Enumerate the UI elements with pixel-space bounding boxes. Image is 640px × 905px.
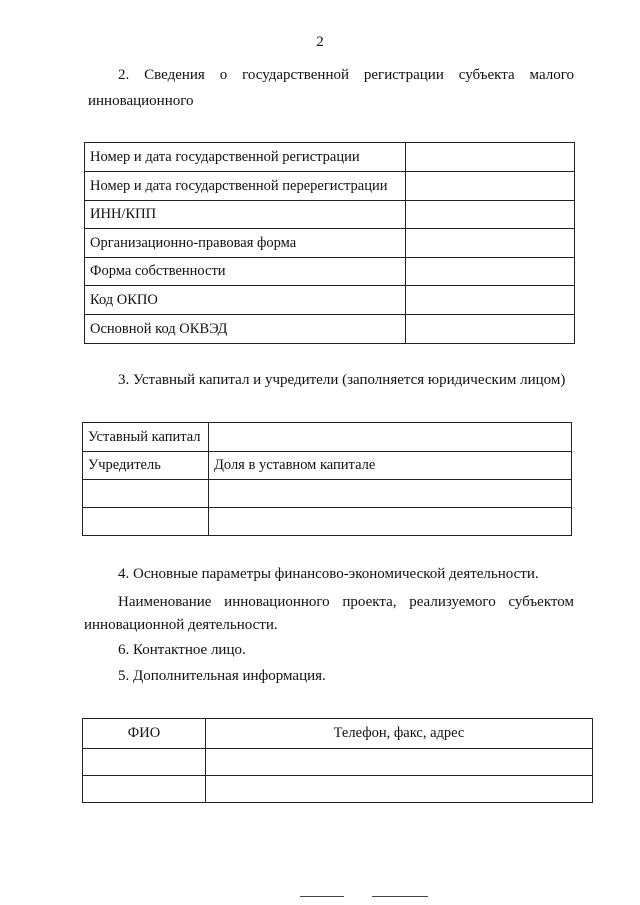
table-row: [85, 172, 575, 201]
contact-details-header: Телефон, факс, адрес: [206, 719, 593, 749]
project-name-line1: Наименование инновационного проекта, реализуемого субъектом: [118, 594, 574, 610]
table-row: [83, 452, 572, 480]
table-row: [83, 508, 572, 536]
item5-text: 5. Дополнительная информация.: [118, 668, 326, 684]
authorized-capital-label: Уставный капитал: [83, 423, 209, 452]
item4-text: 4. Основные параметры финансово-экономической деятельности.: [118, 566, 539, 582]
capital-founders-table: [82, 422, 572, 536]
registration-table: [84, 142, 575, 344]
table-row: [83, 749, 593, 776]
authorized-capital-value-field[interactable]: [209, 423, 572, 452]
table-row: [83, 719, 593, 749]
contact-details-field[interactable]: [206, 776, 593, 803]
share-field[interactable]: [209, 508, 572, 536]
table-row: [85, 143, 575, 172]
okved-code-label: Основной код ОКВЭД: [85, 315, 406, 344]
okpo-code-value-field[interactable]: [406, 286, 575, 315]
scan-mark-left: [300, 896, 344, 897]
full-name-field[interactable]: [83, 749, 206, 776]
founder-field[interactable]: [83, 508, 209, 536]
re-registration-value-field[interactable]: [406, 172, 575, 201]
legal-form-value-field[interactable]: [406, 229, 575, 258]
table-row: [85, 201, 575, 229]
re-registration-label: Номер и дата государственной перерегистрации: [85, 172, 406, 201]
table-row: [83, 423, 572, 452]
ownership-form-value-field[interactable]: [406, 258, 575, 286]
share-field[interactable]: [209, 480, 572, 508]
okpo-code-label: Код ОКПО: [85, 286, 406, 315]
inn-kpp-label: ИНН/КПП: [85, 201, 406, 229]
table-row: [83, 480, 572, 508]
page-number: 2: [316, 34, 324, 50]
table-row: [85, 258, 575, 286]
founder-field[interactable]: [83, 480, 209, 508]
full-name-field[interactable]: [83, 776, 206, 803]
scan-mark-right: [372, 896, 428, 897]
section3-heading: 3. Уставный капитал и учредители (заполняется юридическим лицом): [118, 372, 566, 388]
founder-header: Учредитель: [83, 452, 209, 480]
section2-heading-line2: инновационного: [88, 93, 194, 109]
registration-label: Номер и дата государственной регистрации: [85, 143, 406, 172]
okved-code-value-field[interactable]: [406, 315, 575, 344]
contact-table: [82, 718, 593, 803]
item6-text: 6. Контактное лицо.: [118, 642, 246, 658]
ownership-form-label: Форма собственности: [85, 258, 406, 286]
table-row: [85, 315, 575, 344]
section2-heading-line1: 2. Сведения о государственной регистрации субъекта малого: [118, 67, 574, 83]
inn-kpp-value-field[interactable]: [406, 201, 575, 229]
project-name-line2: инновационной деятельности.: [84, 617, 278, 633]
table-row: [85, 229, 575, 258]
full-name-header: ФИО: [83, 719, 206, 749]
table-row: [83, 776, 593, 803]
contact-details-field[interactable]: [206, 749, 593, 776]
registration-value-field[interactable]: [406, 143, 575, 172]
table-row: [85, 286, 575, 315]
legal-form-label: Организационно-правовая форма: [85, 229, 406, 258]
share-header: Доля в уставном капитале: [209, 452, 572, 480]
